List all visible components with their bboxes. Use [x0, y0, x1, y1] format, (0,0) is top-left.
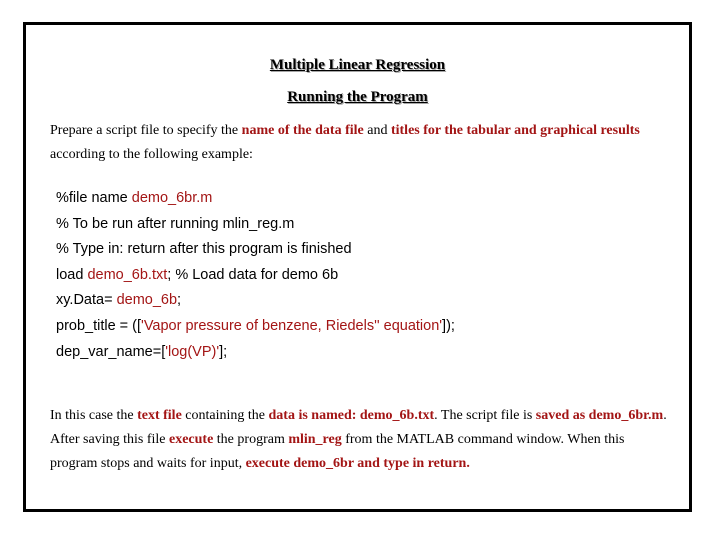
- code-text: ; % Load data for demo 6b: [167, 266, 339, 283]
- outro-highlight: text file: [137, 408, 182, 423]
- outro-paragraph: [50, 404, 670, 476]
- code-text: xy.Data=: [56, 292, 117, 309]
- outro-text: In this case the: [50, 408, 138, 423]
- outro-highlight: execute: [168, 432, 214, 447]
- slide-frame: [23, 22, 692, 512]
- code-line: [56, 314, 676, 340]
- outro-highlight: saved as demo_6br.m: [535, 408, 664, 423]
- slide-title: Multiple Linear Regression: [269, 57, 446, 73]
- code-highlight: demo_6br.m: [131, 190, 213, 206]
- code-text: prob_title = ([: [56, 317, 142, 334]
- code-line: [56, 263, 676, 289]
- code-highlight: demo_6b: [116, 292, 178, 309]
- outro-highlight: execute demo_6br and type in return.: [245, 456, 470, 471]
- code-line: [56, 186, 676, 212]
- code-highlight: demo_6b.txt: [87, 266, 168, 283]
- outro-highlight: mlin_reg: [288, 432, 342, 447]
- code-text: load: [56, 266, 88, 283]
- code-line: [56, 340, 676, 366]
- intro-text: Prepare a script file to specify the: [50, 123, 242, 138]
- intro-text: according to the following example:: [50, 147, 253, 162]
- code-text: % Type in: return after this program is finished: [56, 241, 352, 258]
- code-line: [56, 237, 676, 263]
- outro-text: from the MATLAB command window. When this program stops and waits for input,: [50, 432, 625, 471]
- code-block: [56, 186, 676, 365]
- code-text: ]);: [442, 317, 455, 334]
- intro-highlight: titles for the tabular and graphical results: [390, 123, 640, 138]
- outro-text: . After saving this file: [50, 408, 667, 447]
- code-highlight: 'Vapor pressure of benzene, Riedels'' equation': [141, 317, 443, 334]
- code-text: ;: [177, 292, 182, 309]
- code-text: %file name: [56, 190, 132, 206]
- code-text: % To be run after running mlin_reg.m: [56, 215, 295, 232]
- intro-text: and: [363, 123, 391, 138]
- outro-text: containing the: [181, 408, 269, 423]
- slide-subtitle: Running the Program: [287, 89, 428, 105]
- code-text: ];: [219, 343, 228, 360]
- outro-text: the program: [213, 432, 289, 447]
- code-line: [56, 212, 676, 238]
- code-highlight: 'log(VP)': [165, 343, 220, 360]
- outro-text: . The script file is: [434, 408, 536, 423]
- code-text: dep_var_name=[: [56, 343, 166, 360]
- intro-paragraph: [50, 119, 670, 167]
- intro-highlight: name of the data file: [241, 123, 364, 138]
- outro-highlight: data is named: demo_6b.txt: [268, 408, 435, 423]
- code-line: [56, 288, 676, 314]
